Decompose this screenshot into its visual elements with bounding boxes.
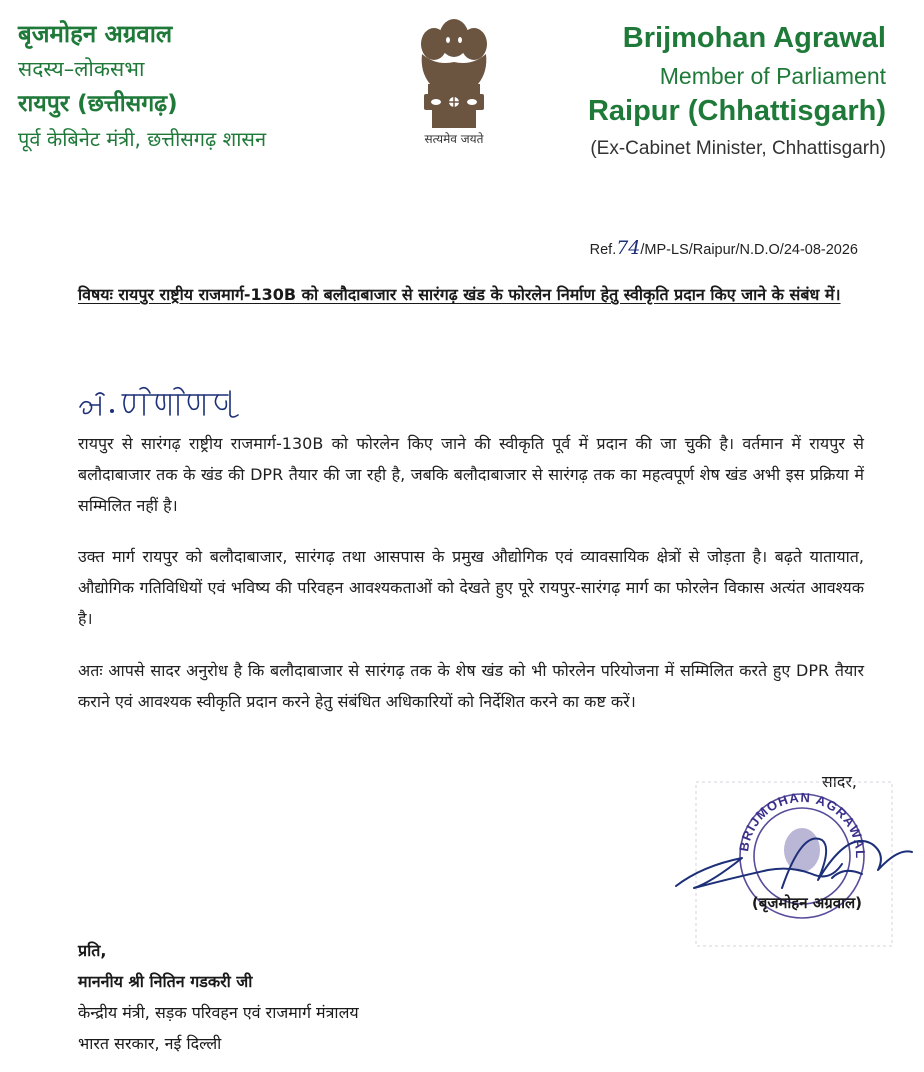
english-name: Brijmohan Agrawal	[622, 22, 886, 54]
letter-subject: विषयः रायपुर राष्ट्रीय राजमार्ग-130B को बलौदाबाजार से सारंगढ़ खंड के फोरलेन निर्माण हेतु स्वीकृति प्रदान किए जाने के संबंध में।	[78, 285, 841, 304]
emblem-motto: सत्यमेव जयते	[424, 132, 484, 146]
hindi-constituency: रायपुर (छत्तीसगढ़)	[18, 91, 178, 117]
letterhead-hindi	[18, 22, 266, 149]
recipient-label: प्रति,	[78, 941, 107, 960]
reference-prefix: Ref.	[589, 242, 617, 258]
recipient-name: माननीय श्री नितिन गडकरी जी	[78, 972, 253, 991]
seal-and-signature	[672, 770, 916, 950]
english-former-role: (Ex-Cabinet Minister, Chhattisgarh)	[590, 138, 886, 159]
closing-regards: सादर,	[821, 772, 857, 791]
hindi-former-role: पूर्व केबिनेट मंत्री, छत्तीसगढ़ शासन	[18, 127, 267, 151]
hindi-name: बृजमोहन अग्रवाल	[18, 20, 173, 48]
english-title: Member of Parliament	[659, 63, 886, 89]
reference-suffix: /MP-LS/Raipur/N.D.O/24-08-2026	[640, 242, 858, 258]
english-constituency: Raipur (Chhattisgarh)	[587, 95, 886, 127]
signatory-name: (बृजमोहन अग्रवाल)	[751, 894, 862, 912]
recipient-block	[78, 935, 359, 1059]
body-paragraph-3: अतः आपसे सादर अनुरोध है कि बलौदाबाजार से सारंगढ़ तक के शेष खंड को भी फोरलेन परियोजना में सम्मिलित करते हुए DPR तैयार कराने एवं आवश्यक स्वीकृति प्रदान करने हेतु संबंधित अधिकारियों को निर्देशित करने का कष्ट करें।	[78, 661, 864, 711]
handwritten-salutation	[78, 381, 268, 421]
reference-number	[590, 237, 858, 259]
letterhead-english	[588, 24, 886, 158]
hindi-title: सदस्य–लोकसभा	[18, 57, 145, 81]
body-paragraph-1: रायपुर से सारंगढ़ राष्ट्रीय राजमार्ग-130B को फोरलेन किए जाने की स्वीकृति पूर्व में प्रदान की जा चुकी है। वर्तमान में रायपुर से बलौदाबाजार तक के खंड की DPR तैयार की जा रही है, जबकि बलौदाबाजार से सारंगढ़ तक का महत्वपूर्ण शेष खंड अभी इस प्रक्रिया में सम्मिलित नहीं है।	[78, 434, 864, 515]
seal-text: BRIJMOHAN AGRAWAL	[736, 789, 869, 860]
recipient-designation: केन्द्रीय मंत्री, सड़क परिवहन एवं राजमार्ग मंत्रालय	[78, 1003, 359, 1022]
body-paragraph-2: उक्त मार्ग रायपुर को बलौदाबाजार, सारंगढ़ तथा आसपास के प्रमुख औद्योगिक एवं व्यावसायिक क्षेत्रों से जोड़ता है। बढ़ते यातायात, औद्योगिक गतिविधियों एवं भविष्य की परिवहन आवश्यकताओं को देखते हुए पूरे रायपुर-सारंगढ़ मार्ग का फोरलेन विकास अत्यंत आवश्यक है।	[78, 547, 864, 628]
recipient-office: भारत सरकार, नई दिल्ली	[78, 1034, 222, 1053]
reference-handwritten-number: 74	[616, 237, 641, 259]
